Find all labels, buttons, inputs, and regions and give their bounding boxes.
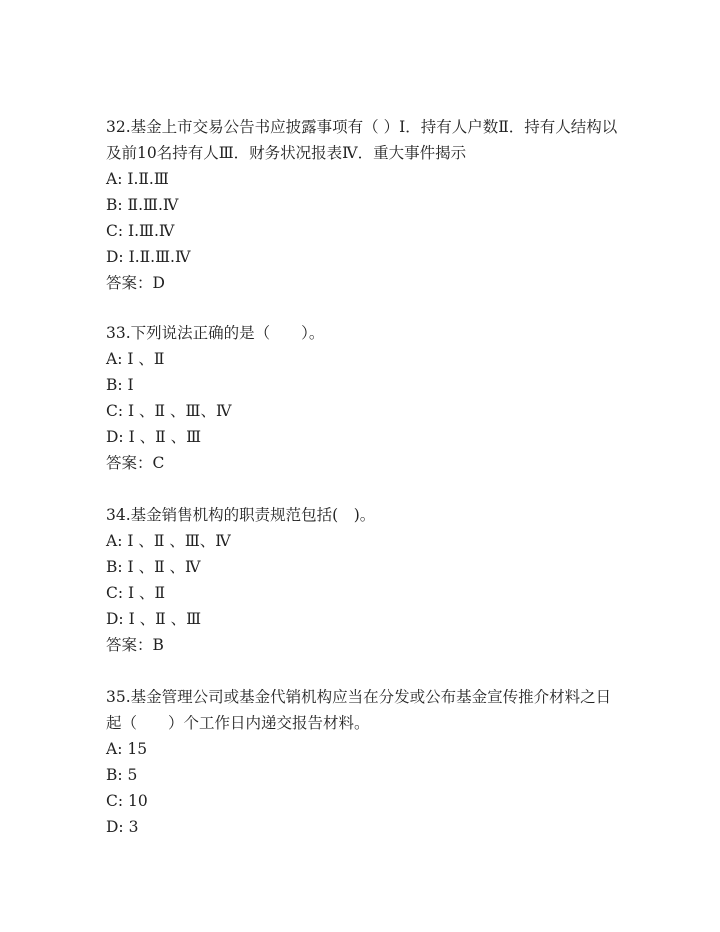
option-d: D: Ⅰ 、Ⅱ 、Ⅲ — [106, 610, 202, 628]
answer-line: 答案：D — [106, 274, 165, 292]
option-b: B: Ⅰ — [106, 376, 134, 394]
option-c: C: 10 — [106, 792, 148, 810]
option-b: B: Ⅱ.Ⅲ.Ⅳ — [106, 196, 179, 214]
option-a: A: Ⅰ 、Ⅱ — [106, 350, 165, 368]
option-a: A: 15 — [106, 740, 148, 758]
question-stem: 33.下列说法正确的是（ ）。 — [106, 324, 325, 342]
option-d: D: Ⅰ.Ⅱ.Ⅲ.Ⅳ — [106, 248, 191, 266]
answer-line: 答案：C — [106, 454, 165, 472]
option-d: D: 3 — [106, 818, 139, 836]
answer-line: 答案：B — [106, 636, 164, 654]
question-stem: 34.基金销售机构的职责规范包括( )。 — [106, 506, 376, 524]
question-33 — [106, 320, 626, 476]
question-32 — [106, 114, 626, 296]
option-b: B: 5 — [106, 766, 138, 784]
question-stem: 35.基金管理公司或基金代销机构应当在分发或公布基金宣传推介材料之日起（ ）个工作日内递交报告材料。 — [106, 688, 612, 732]
option-a: A: Ⅰ 、Ⅱ 、Ⅲ、Ⅳ — [106, 532, 231, 550]
option-d: D: Ⅰ 、Ⅱ 、Ⅲ — [106, 428, 202, 446]
question-stem: 32.基金上市交易公告书应披露事项有（ ）Ⅰ．持有人户数Ⅱ．持有人结构以及前10名持有人Ⅲ．财务状况报表Ⅳ．重大事件揭示 — [106, 118, 618, 162]
option-a: A: Ⅰ.Ⅱ.Ⅲ — [106, 170, 169, 188]
option-c: C: Ⅰ 、Ⅱ — [106, 584, 166, 602]
question-34 — [106, 502, 626, 658]
option-c: C: Ⅰ 、Ⅱ 、Ⅲ、Ⅳ — [106, 402, 232, 420]
option-c: C: Ⅰ.Ⅲ.Ⅳ — [106, 222, 175, 240]
question-35 — [106, 684, 626, 840]
option-b: B: Ⅰ 、Ⅱ 、Ⅳ — [106, 558, 201, 576]
